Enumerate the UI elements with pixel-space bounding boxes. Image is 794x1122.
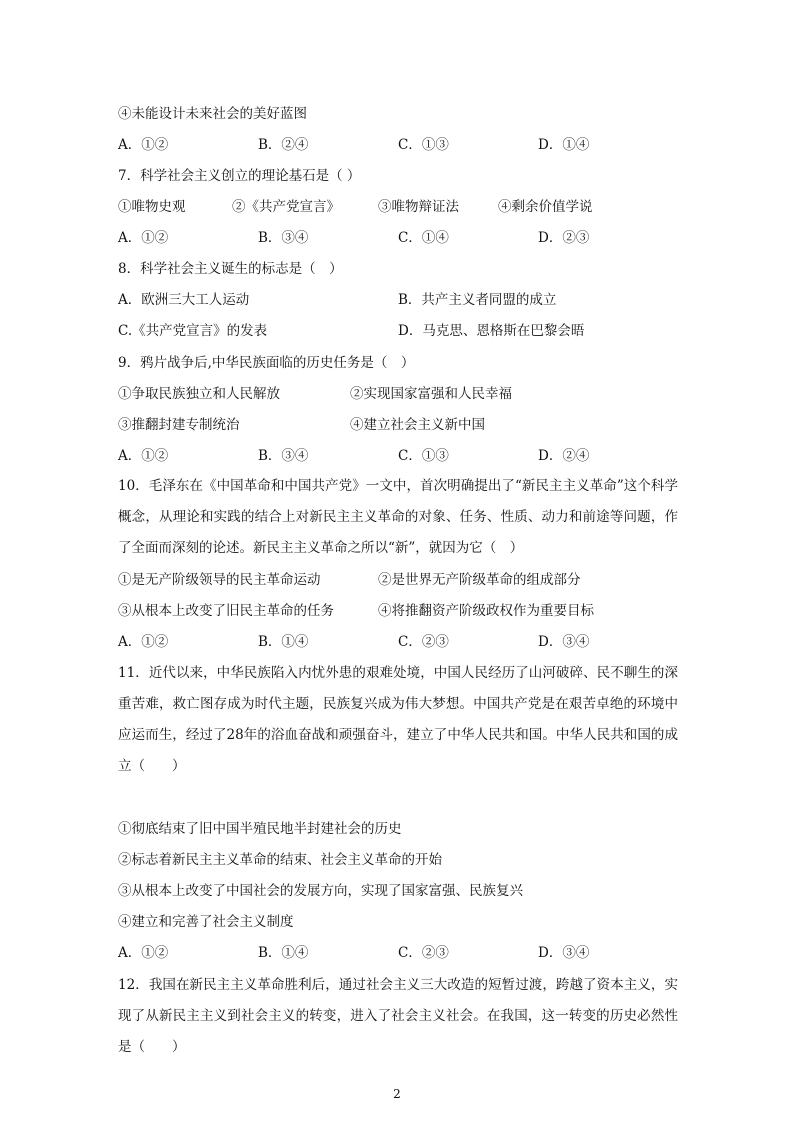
q7-option-c: C．①④	[398, 230, 449, 246]
q6-options	[118, 136, 678, 154]
q11-option-c: C．②③	[398, 945, 449, 961]
q9-items-row-1	[118, 385, 678, 403]
q7-items	[118, 198, 678, 216]
q9-option-c: C．①③	[398, 448, 449, 464]
q11-item-1: ①彻底结束了旧中国半殖民地半封建社会的历史	[118, 821, 402, 837]
q10-item-2: ②是世界无产阶级革命的组成部分	[378, 572, 581, 588]
q7-item-3: ③唯物辩证法	[378, 199, 459, 215]
q9-item-4: ④建立社会主义新中国	[350, 417, 485, 433]
q11-item-2: ②标志着新民主主义革命的结束、社会主义革命的开始	[118, 852, 442, 868]
q9-item-3: ③推翻封建专制统治	[118, 417, 240, 433]
q7-options	[118, 229, 678, 247]
q11-options	[118, 944, 678, 962]
q8-option-b: B．共产主义者同盟的成立	[398, 292, 557, 308]
q10-option-d: D．③④	[538, 634, 590, 650]
q9-stem: 9．鸦片战争后,中华民族面临的历史任务是（ ）	[118, 355, 415, 371]
q11-option-b: B．①④	[258, 945, 309, 961]
q10-option-b: B．①④	[258, 634, 309, 650]
q9-option-a: A．①②	[118, 448, 169, 464]
q10-options	[118, 633, 678, 651]
q10-option-a: A．①②	[118, 634, 169, 650]
page-number: 2	[393, 1087, 401, 1101]
q9-option-b: B．③④	[258, 448, 309, 464]
q6-option-c: C．①③	[398, 137, 449, 153]
q11-stem: 11．近代以来，中华民族陷入内忧外患的艰难处境，中国人民经历了山河破碎、民不聊生的深重苦难，救亡图存成为时代主题，民族复兴成为伟大梦想。中国共产党是在艰苦卓绝的环境中应运而生，经过了28年的浴血奋战和顽强奋斗，建立了中华人民共和国。中华人民共和国的成立（ ）	[118, 665, 678, 774]
q8-option-c: C.《共产党宣言》的发表	[118, 323, 268, 339]
q8-options-row-2	[118, 322, 678, 340]
q12-stem: 12．我国在新民主主义革命胜利后，通过社会主义三大改造的短暂过渡，跨越了资本主义，实现了从新民主主义到社会主义的转变，进入了社会主义社会。在我国，这一转变的历史必然性是（ ）	[118, 977, 678, 1055]
q10-option-c: C．②③	[398, 634, 449, 650]
q9-item-2: ②实现国家富强和人民幸福	[350, 386, 512, 402]
q7-item-4: ④剩余价值学说	[498, 199, 593, 215]
q10-item-3: ③从根本上改变了旧民主革命的任务	[118, 603, 334, 619]
q7-stem: 7．科学社会主义创立的理论基石是（ ）	[118, 168, 361, 184]
q11-item-4: ④建立和完善了社会主义制度	[118, 914, 294, 930]
q10-item-4: ④将推翻资产阶级政权作为重要目标	[378, 603, 594, 619]
q9-items-row-2	[118, 416, 678, 434]
q10-item-1: ①是无产阶级领导的民主革命运动	[118, 572, 321, 588]
q10-items-row-1	[118, 571, 678, 589]
q6-option-b: B．②④	[258, 137, 309, 153]
q11-option-d: D．③④	[538, 945, 590, 961]
q10-items-row-2	[118, 602, 678, 620]
q8-stem: 8．科学社会主义诞生的标志是（ ）	[118, 261, 343, 277]
q9-options	[118, 447, 678, 465]
q10-stem: 10．毛泽东在《中国革命和中国共产党》一文中，首次明确提出了“新民主主义革命”这个科学概念，从理论和实践的结合上对新民主主义革命的对象、任务、性质、动力和前途等问题，作了全面而深刻的论述。新民主主义革命之所以“新”，就因为它（ ）	[118, 478, 678, 556]
q9-option-d: D．②④	[538, 448, 590, 464]
q7-option-a: A．①②	[118, 230, 169, 246]
q6-option-d: D．①④	[538, 137, 590, 153]
q9-item-1: ①争取民族独立和人民解放	[118, 386, 280, 402]
q7-option-d: D．②③	[538, 230, 590, 246]
q6-option-a: A．①②	[118, 137, 169, 153]
q7-option-b: B．③④	[258, 230, 309, 246]
q11-option-a: A．①②	[118, 945, 169, 961]
q8-option-d: D．马克思、恩格斯在巴黎会晤	[398, 323, 585, 339]
q8-option-a: A．欧洲三大工人运动	[118, 292, 250, 308]
q7-item-2: ②《共产党宣言》	[232, 199, 340, 215]
q11-item-3: ③从根本上改变了中国社会的发展方向，实现了国家富强、民族复兴	[118, 883, 523, 899]
q6-item-4: ④未能设计未来社会的美好蓝图	[118, 106, 307, 122]
q8-options-row-1	[118, 291, 678, 309]
q7-item-1: ①唯物史观	[118, 199, 186, 215]
